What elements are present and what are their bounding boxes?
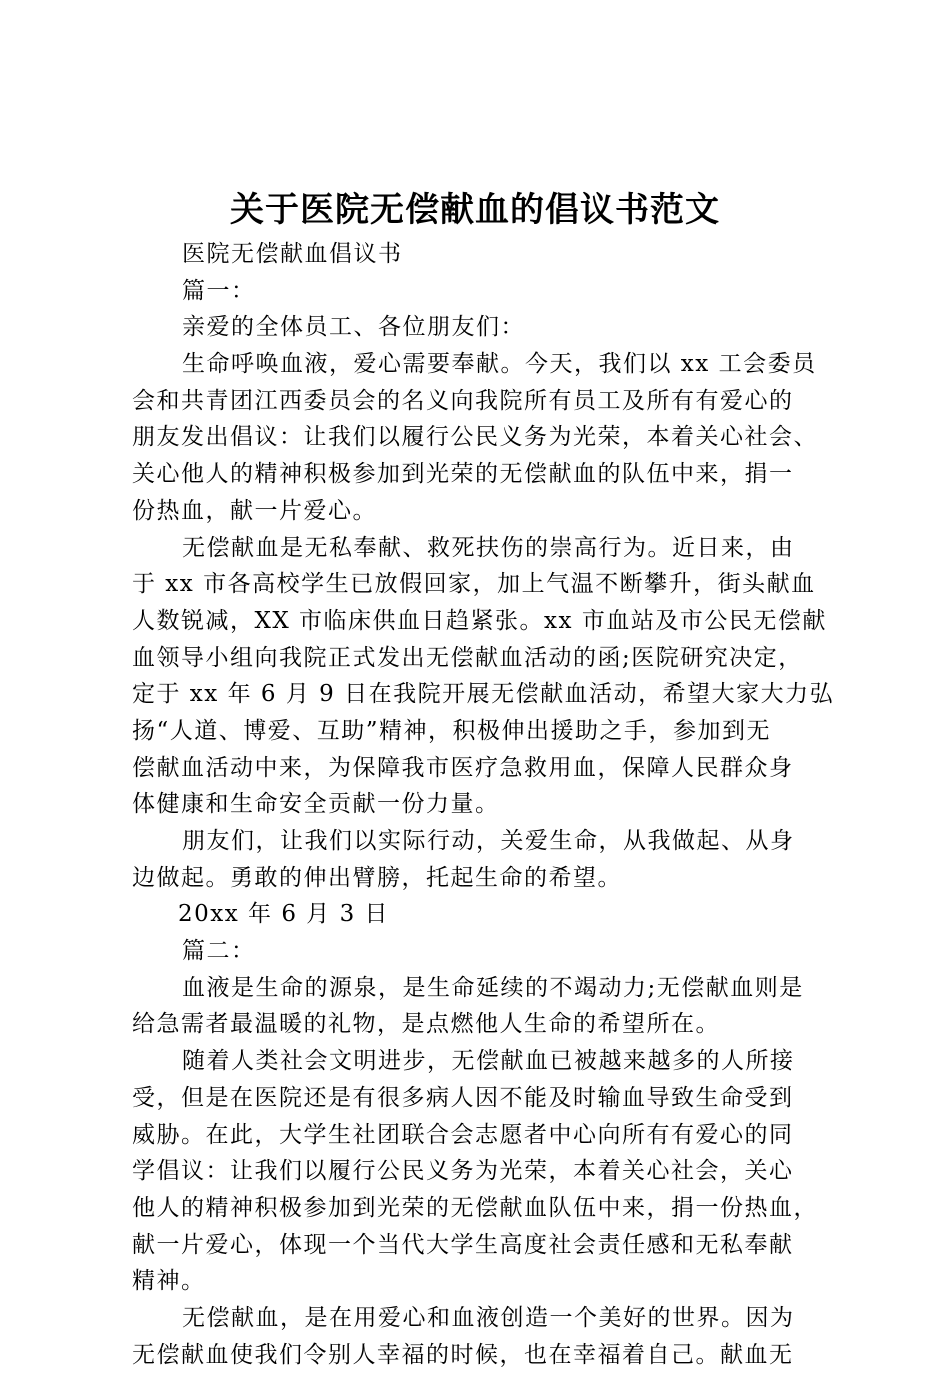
text-line: 扬“人道、博爱、互助”精神，积极伸出援助之手，参加到无 <box>132 717 772 744</box>
document-title: 关于医院无偿献血的倡议书范文 <box>230 190 720 230</box>
text-line: 人数锐减，XX 市临床供血日趋紧张。xx 市血站及市公民无偿献 <box>132 607 827 634</box>
text-line: 亲爱的全体员工、各位朋友们： <box>182 314 525 341</box>
text-line: 篇二： <box>182 938 256 965</box>
text-line: 威胁。在此，大学生社团联合会志愿者中心向所有有爱心的同 <box>132 1121 794 1148</box>
text-line: 篇一： <box>182 277 256 304</box>
text-line: 随着人类社会文明进步，无偿献血已被越来越多的人所接 <box>182 1048 795 1075</box>
text-line: 学倡议：让我们以履行公民义务为光荣，本着关心社会，关心 <box>132 1158 794 1185</box>
text-line: 给急需者最温暖的礼物，是点燃他人生命的希望所在。 <box>132 1011 720 1038</box>
text-line: 偿献血活动中来，为保障我市医疗急救用血，保障人民群众身 <box>132 754 794 781</box>
document-body <box>132 236 835 1373</box>
text-line: 朋友们，让我们以实际行动，关爱生命，从我做起、从身 <box>182 828 795 854</box>
text-line: 医院无偿献血倡议书 <box>182 241 403 267</box>
text-line: 于 xx 市各高校学生已放假回家，加上气温不断攀升，街头献血 <box>132 571 816 598</box>
text-line: 献一片爱心，体现一个当代大学生高度社会责任感和无私奉献 <box>132 1231 794 1258</box>
text-line: 无偿献血，是在用爱心和血液创造一个美好的世界。因为 <box>182 1304 795 1331</box>
text-line: 20xx 年 6 月 3 日 <box>178 901 390 928</box>
text-line: 受，但是在医院还是有很多病人因不能及时输血导致生命受到 <box>132 1084 794 1111</box>
text-line: 朋友发出倡议：让我们以履行公民义务为光荣，本着关心社会、 <box>132 424 818 451</box>
text-line: 会和共青团江西委员会的名义向我院所有员工及所有有爱心的 <box>132 387 794 414</box>
text-line: 定于 xx 年 6 月 9 日在我院开展无偿献血活动，希望大家大力弘 <box>132 681 835 708</box>
text-line: 他人的精神积极参加到光荣的无偿献血队伍中来，捐一份热血， <box>132 1194 818 1221</box>
text-line: 血液是生命的源泉，是生命延续的不竭动力;无偿献血则是 <box>182 974 804 1001</box>
text-line: 份热血，献一片爱心。 <box>132 497 377 524</box>
text-line: 体健康和生命安全贡献一份力量。 <box>132 791 500 818</box>
text-line: 关心他人的精神积极参加到光荣的无偿献血的队伍中来，捐一 <box>132 461 794 488</box>
text-line: 无偿献血使我们令别人幸福的时候，也在幸福着自己。献血无 <box>132 1341 794 1368</box>
text-line: 血领导小组向我院正式发出无偿献血活动的函;医院研究决定， <box>132 644 803 671</box>
text-line: 边做起。勇敢的伸出臂膀，托起生命的希望。 <box>132 864 622 891</box>
text-line: 无偿献血是无私奉献、救死扶伤的崇高行为。近日来，由 <box>182 534 795 561</box>
text-line: 生命呼唤血液，爱心需要奉献。今天，我们以 xx 工会委员 <box>182 351 817 378</box>
text-line: 精神。 <box>132 1268 206 1295</box>
